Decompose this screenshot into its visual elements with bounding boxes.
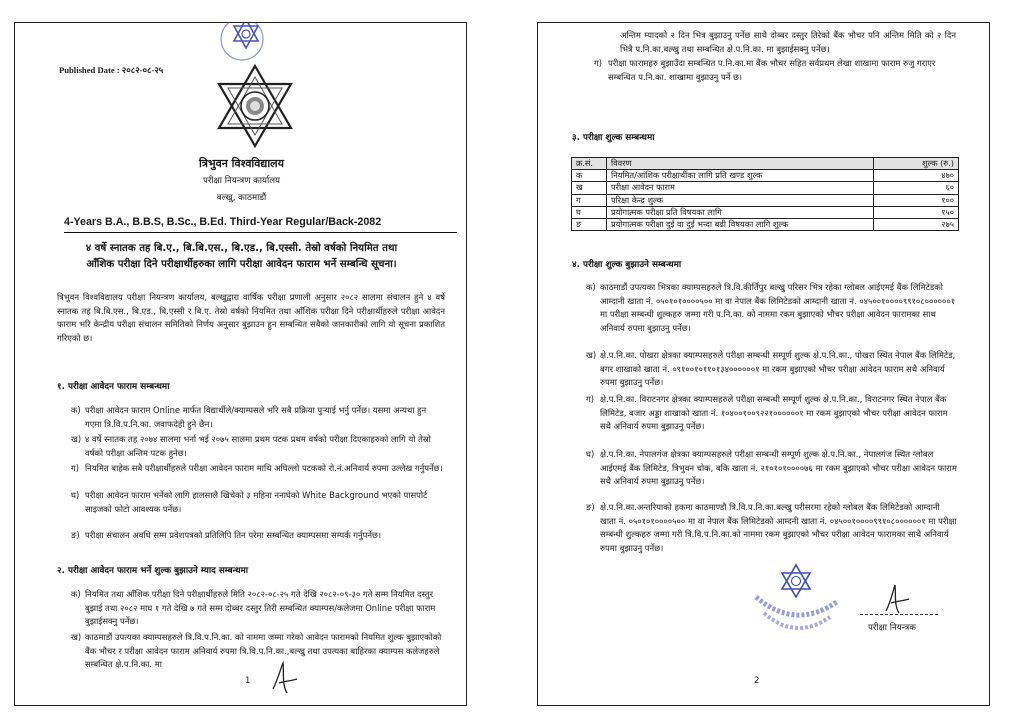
notice-title-line-2: आँशिक परीक्षा दिने परीक्षार्थीहरुका लागि परीक्षा आवेदन फाराम भर्ने सम्बन्धि सूचना। [86,259,397,270]
title-underline [64,232,457,233]
initial-signature [265,659,305,699]
row-fee: १५० [874,206,959,218]
row-description: नियमित/आंशिक परीक्षार्थीका लागि प्रति खण्ड शुल्क [607,170,874,182]
item-label: क) [586,282,596,292]
row-fee: ६० [874,182,959,194]
section-1-item [71,433,445,460]
row-fee: ४७० [874,170,959,182]
continuation-item [594,57,956,84]
item-text: क्षे.प.नि.का. पोखरा क्षेत्रका क्याम्पसहरुले परीक्षा सम्बन्धी सम्पूर्ण शुल्क क्षे.प.नि.का., पोखरा स्थित नेपाल बैंक लिमिटेड, बगर शाखाको खाता नं. ०९१००१०११०१३४००००००१ मा रकम बुझाएको भौचर परीक्षा आवेदन फाराम सथै अनिवार्य रुपमा बुझाउनु पर्नेछ। [600,350,956,388]
section-4-item [586,281,958,335]
row-description: परिक्षा केन्द्र शुल्क [607,194,874,206]
row-sn: ङ [572,218,607,230]
item-label: ख) [71,434,82,444]
program-title: 4-Years B.A., B.B.S, B.Sc., B.Ed. Third-Year Regular/Back-2082 [64,216,382,228]
item-text: क्षे.प.नि.का. विराटनगर क्षेत्रका क्याम्पसहरुले परीक्षा सम्बन्धी सम्पूर्ण शुल्क क्षे.प.नि.का., विराटनगर स्थित नेपाल बैंक लिमिटेड, बजार अड्डा शाखाको खाता नं. १०४००१००९२२१००००००१ मा रकम बुझाएको भौचर परीक्षा आवेदन फाराम सथै अनिवार्य रुपमा बुझाउनु पर्नेछ। [600,394,948,432]
row-sn: ग [572,194,607,206]
section-4-item [586,501,958,555]
section-2-item [71,588,445,629]
published-date: Published Date : २०८२-०८-२५ [59,65,164,75]
item-text: परीक्षा आवेदन फाराम भर्नेको लागि हालसालै खिचेको ३ महिना ननाघेको White Background भएको पासपोर्ट साइजको फोटो आवश्यक पर्नेछ। [85,490,428,514]
item-text: परीक्षा संचालन अवधि सम्म प्रवेशपत्रको प्रतिलिपि तिन परेमा सम्बन्धित क्याम्पसमा सम्पर्क गर्नुपर्नेछ। [85,530,382,540]
item-text: क्षे.प.नि.का. नेपालगंज क्षेत्रका क्याम्पसहरुले परीक्षा सम्बन्धी सम्पूर्ण शुल्क क्षे.प.नि.का., नेपालगंज स्थित ग्लोबल आईएमई बैंक लिमिटेड, त्रिभुवन चोक, बकि खाता नं. २१०१०१००००७६ मा रकम बुझाएको भौचर परीक्षा आवेदन फाराम सथै अनिवार्य रुपमा बुझाउनु पर्नेछ। [600,449,957,487]
col-sn: क्र.सं. [572,158,607,170]
section-1-item [71,489,445,516]
table-row [572,182,959,194]
office-seal-stamp [213,22,271,65]
fee-table-header [572,158,959,170]
item-label: क) [71,405,81,415]
item-text: ४ वर्षे स्नातक तह २०७४ सालमा भर्ना भई २०७५ सालमा प्रथम पटक प्रथम वर्षको परीक्षा दिएकाहरुको लागि यो तेस्रो वर्षको परीक्षा अन्तिम पटक हुनेछ। [85,434,431,458]
item-label: ग) [586,394,594,404]
section-1-item [71,404,445,431]
col-description: विवरण [607,158,874,170]
col-fee: शुल्क (रु.) [874,158,959,170]
table-row [572,206,959,218]
item-text: क्षे.प.नि.का.अन्तरियाको हकमा काठमाण्डौ त्रि.वि.प.नि.का.बल्खु परीसरमा रहेको ग्लोबल बैंक लिमिटेडको आम्दानी खाता नं. ०५०१०१००००५०० मा वा नेपाल बैंक लिमिटेडको आम्दनी खाता नं. ०४५००१००००९९१०८००००००१ मा परीक्षा सम्बन्धी शुल्कहरु जम्मा गरी त्रि.वि.प.नि.का.को नाममा रकम बुझाएको भौचर परीक्षा आवेदन फारामका साथै अनिवार्य रुपमा बुझाउनु पर्नेछ। [600,502,957,553]
section-3-heading: ३. परीक्षा शुल्क सम्बन्धमा [572,133,655,143]
item-text: परीक्षा आवेदन फाराम Online मार्फत विद्यार्थीले/क्याम्पसले भरि सबै प्रक्रिया पुऱ्याई भर्नु पर्नेछ। यसमा अन्यथा हुन गएमा त्रि.वि.प.नि.का. जवाफदेही हुने छैन। [85,405,427,429]
office-name: परीक्षा नियन्त्रण कार्यालय [202,176,281,186]
item-text: नियमित तथा आँशिक परीक्षा दिने परीक्षार्थीहरुले मिति २०८२-०८-२५ गते देखि २०८२-०९-३० गते सम्म नियमित दस्तुर बुझाई तथा २०८२ माघ १ गते देखि ७ गते सम्म दोब्बर दस्तुर तिरी सम्बन्धित क्याम्पस/कलेजमा Online परीक्षा फाराम बुझाईसक्नु पर्नेछ। [85,589,436,627]
item-label: ख) [71,632,82,642]
item-label: ग) [71,463,79,473]
section-4-heading: ४. परीक्षा शुल्क बुझाउने सम्बन्धमा [572,260,682,270]
section-1-item [71,462,445,476]
row-fee: २७५ [874,218,959,230]
section-4-item [586,393,958,434]
item-label: क) [71,589,81,599]
row-sn: ख [572,182,607,194]
signatory-title: परीक्षा नियन्त्रक [868,623,916,633]
item-label: घ) [586,449,595,459]
continuation-text: अन्तिम म्यादको २ दिन भित्र बुझाउनु पर्नेछ साथै दोब्बर दस्तुर तिरेको बैंक भौचर पनि अन्तिम मिति को २ दिन भित्रै प.नि.का,बल्खु तथा सम्बन्धित क्षे.प.नि.का. मा बुझाईसक्नु पर्नेछ। [620,30,956,54]
row-sn: क [572,170,607,182]
section-4-item [586,448,958,489]
item-text: काठमाडौं उपत्यका क्याम्पसहरुले त्रि.वि.प.नि.का. को नाममा जम्मा गरेको आवेदन फारामको नियमित शुल्क बुझाएकोको बैंक भौचर र परीक्षा आवेदन फाराम अनिवार्य रुपमा त्रि.वि.प.नि.का.,बल्खु तथा उपत्यका बाहिरका क्याम्पस कलेजहरुले सम्बन्धित क्षे.प.नि.का. मा [85,632,442,670]
notice-title-line-1: ४ वर्षे स्नातक तह बि.ए., बि.बि.एस., बि.एड., बि.एस्सी. तेस्रो वर्षको नियमित तथा [85,243,398,254]
page-number: 1 [245,676,251,686]
section-4-item [586,349,958,390]
university-name: त्रिभुवन विश्वविद्यालय [198,157,285,170]
item-label: ख) [586,350,597,360]
item-label: घ) [71,490,80,500]
item-label: ङ) [71,530,80,540]
section-2-heading: २. परीक्षा आवेदन फाराम भर्ने शुल्क बुझाउने म्याद सम्बन्धमा [57,566,249,576]
section-1-item [71,529,445,543]
page-2 [537,22,990,706]
item-text: परीक्षा फारामहरु बुझाउँदा सम्बन्धित प.नि.का.मा बैंक भौचर सहित सर्वप्रथम लेखा शाखामा फाराम रुजु गराएर सम्बन्धित प.नि.का. शाखामा बुझाउनु पर्ने छ। [608,58,936,82]
item-text: काठमाडौं उपत्यका भित्रका क्याम्पसहरुले त्रि.वि.कीर्तिपुर बल्खु परिसर भित्र रहेका ग्लोबल आईएमई बैंक लिमिटेडको आम्दानी खाता नं. ०५०१०१००००५०० मा वा नेपाल बैंक लिमिटेडको आम्दानी खाता नं. ०४५००१००००९९१०८००००००१ मा परीक्षा सम्बन्धी शुल्कहरु जम्मा गरी प.नि.का. को नाममा रकम बुझाएको भौचर परीक्षा आवेदन फारामका साथ अनिवार्य रुपमा बुझाउनु पर्नेछ। [600,282,956,333]
tu-logo-icon [212,63,298,149]
item-label: ग) [594,58,602,68]
section-2-item [71,631,445,672]
office-location: बल्खु, काठमाडौं [216,193,267,203]
intro-paragraph: त्रिभुवन विश्वविद्यालय परीक्षा नियन्त्रण कार्यालय, बल्खुद्वारा वार्षिक परीक्षा प्रणाली अनुसार २०८२ सालमा संचालन हुने ४ वर्षे स्नातक तह बि.बि.एस., बि.एड., बि.एस्सी र बि.ए. तेस्रो वर्षको नियमित तथा आँशिक परीक्षा दिने परीक्षार्थीहरुले परीक्षा आवेदन फाराम भरि केन्द्रीय परीक्षा संचालन समितिको निर्णय अनुसार बुझाउन हुन सम्बन्धित सबैको जानकारीको लागि यो सूचना प्रकाशित गरिएको छ। [57,292,445,343]
row-fee: १०० [874,194,959,206]
page-1 [14,22,467,706]
row-description: परीक्षा आवेदन फाराम [607,182,874,194]
office-seal-stamp [746,561,846,641]
fee-table [571,157,959,231]
row-description: प्रयोगात्मक परीक्षा दुई वा दुई भन्दा बढी विषयका लागि शुल्क [607,218,874,230]
row-sn: घ [572,206,607,218]
table-row [572,170,959,182]
item-text: नियमित बाहेक सबै परीक्षार्थीहरुले परीक्षा आवेदन फाराम माथि अघिल्लो पटकको रो.नं.अनिवार्य रुपमा उल्लेख गर्नुपर्नेछ। [85,463,443,473]
item-label: ङ) [586,502,595,512]
section-1-heading: १. परीक्षा आवेदन फाराम सम्बन्धमा [57,382,170,392]
row-description: प्रयोगात्मक परीक्षा प्रति विषयका लागि [607,206,874,218]
table-row [572,194,959,206]
table-row [572,218,959,230]
signature-line [860,614,938,615]
page-number: 2 [754,676,760,686]
